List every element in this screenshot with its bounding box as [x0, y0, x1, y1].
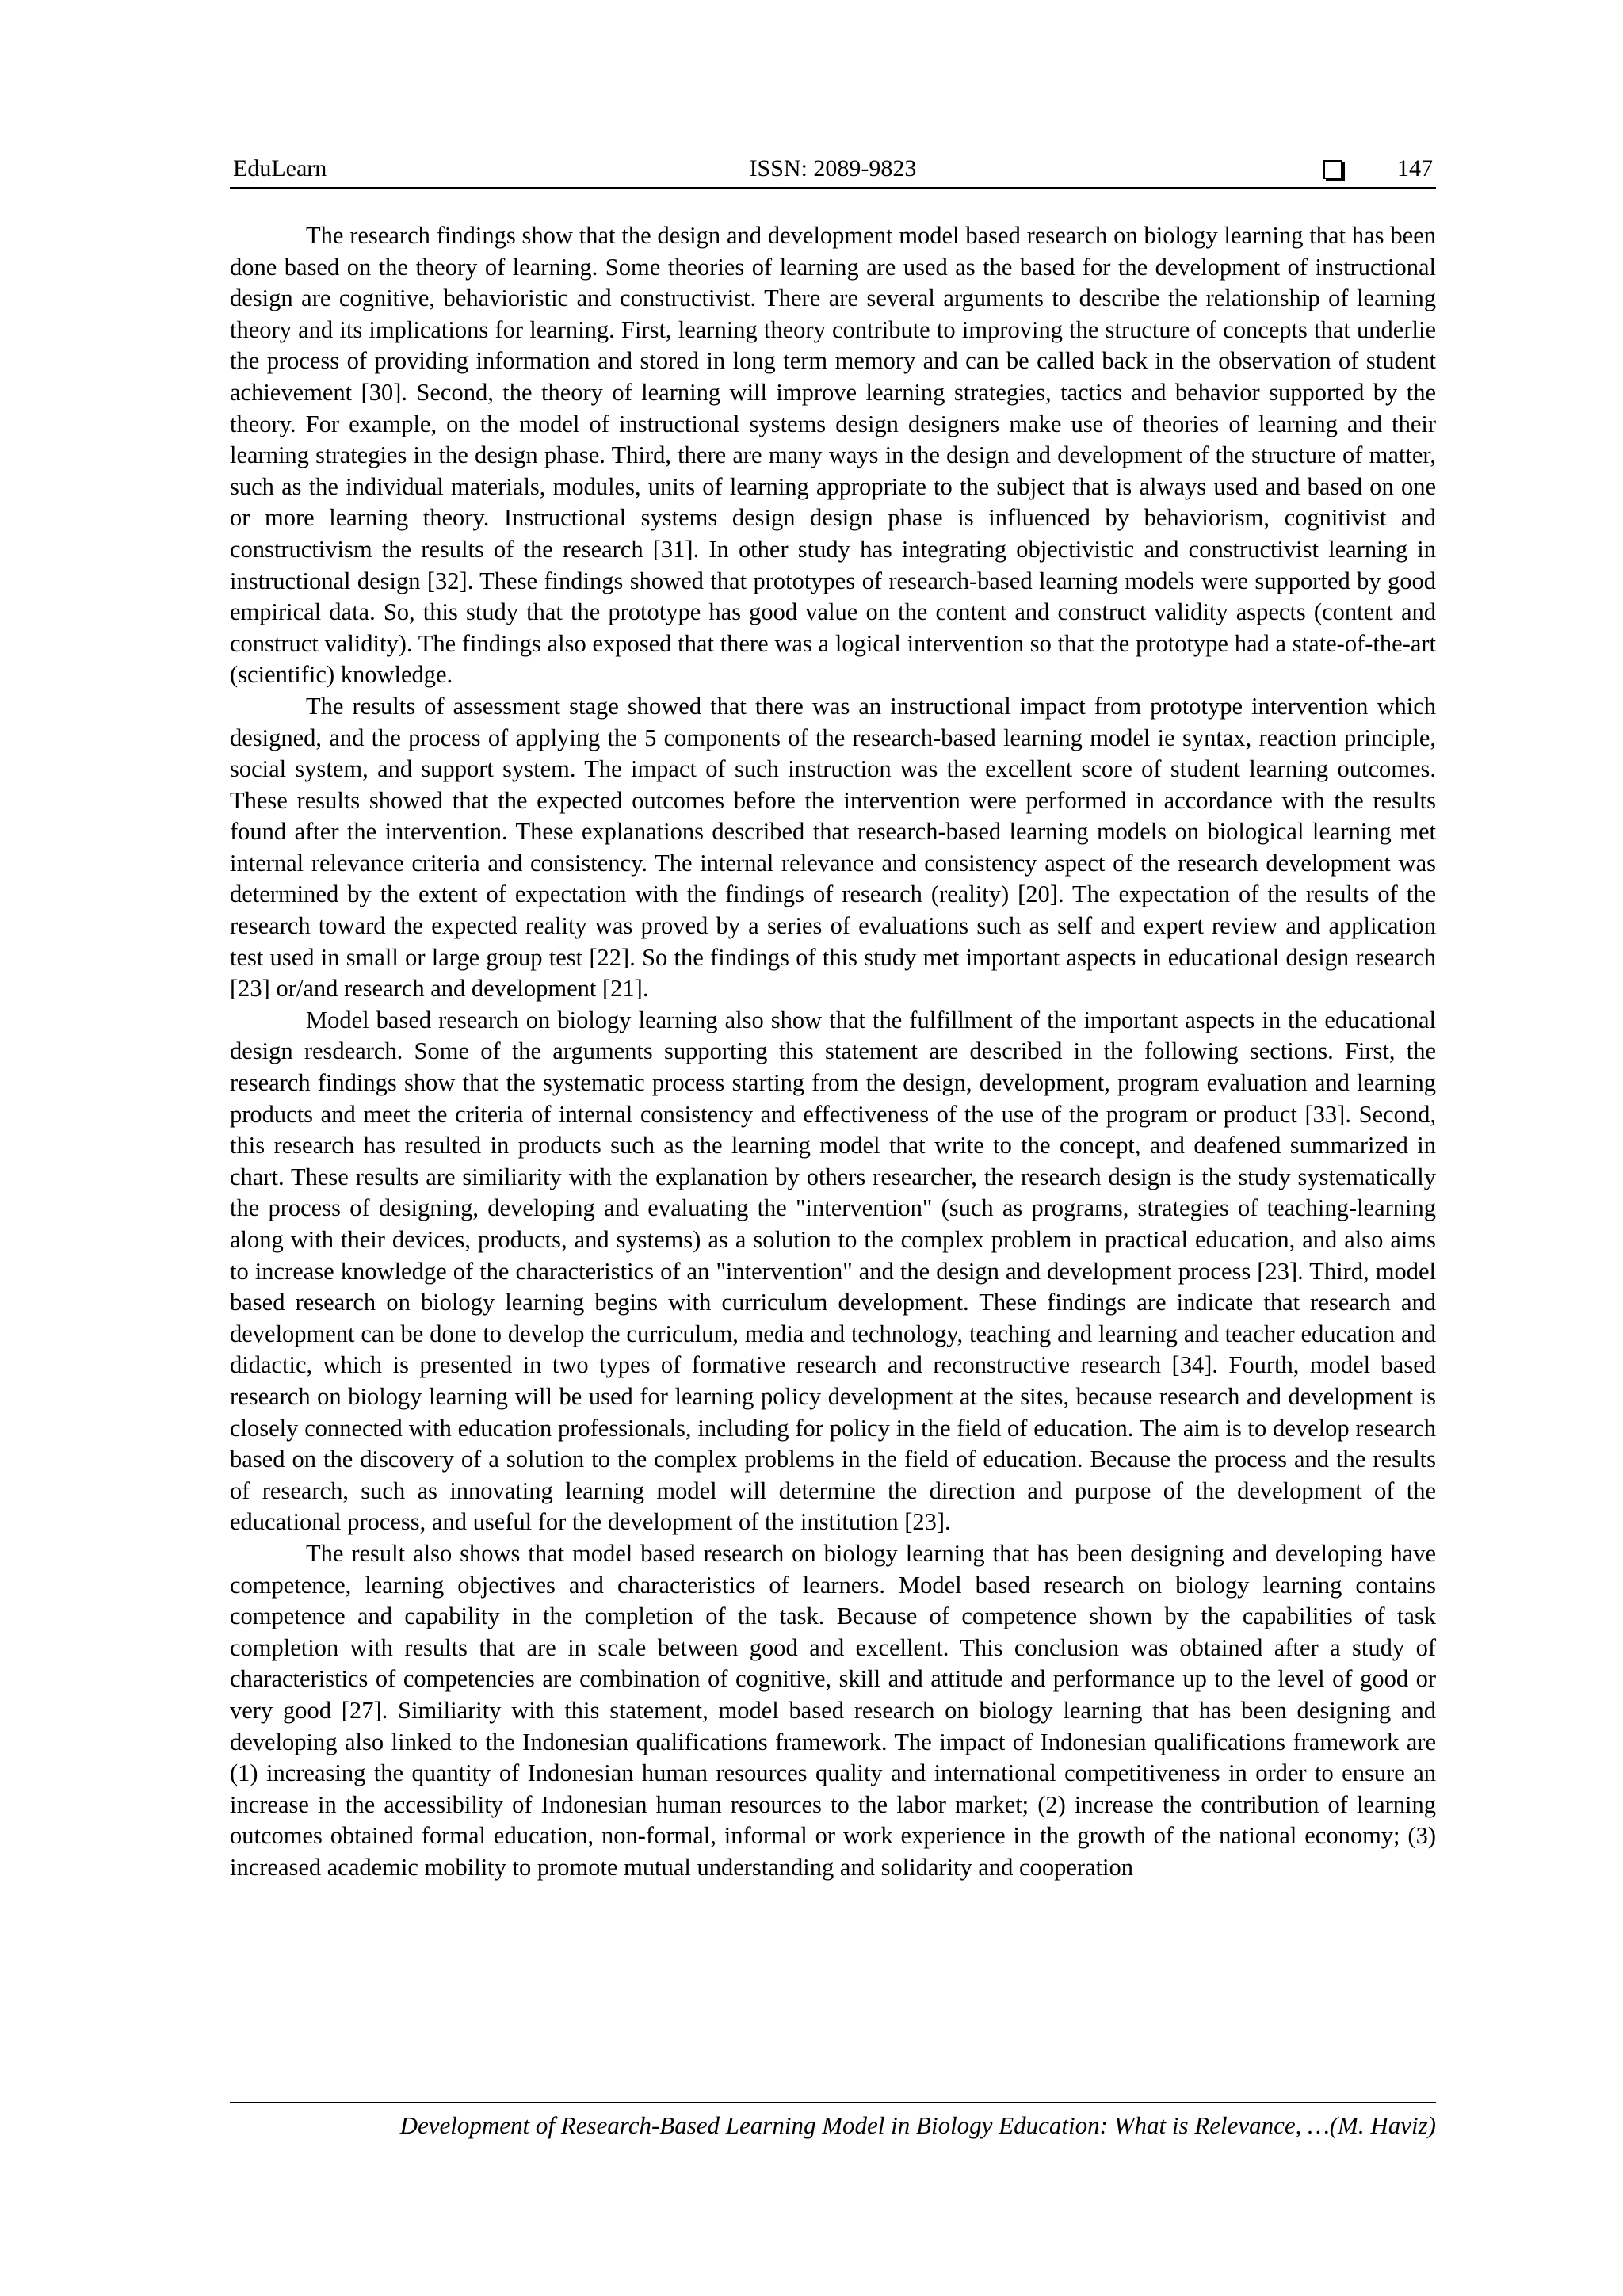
page-header — [230, 155, 1436, 189]
paragraph-3: Model based research on biology learning also show that the fulfillment of the important aspects in the educational design resdearch. Some of the arguments supporting this statement are described in the following sections. First, the research findings show that the systematic process starting from the design, development, program evaluation and learning products and meet the criteria of internal consistency and effectiveness of the use of the program or product [33]. Second, this research has resulted in products such as the learning model that write to the concept, and deafened summarized in chart. These results are similiarity with the explanation by others researcher, the research design is the study systematically the process of designing, developing and evaluating the "intervention" (such as programs, strategies of teaching-learning along with their devices, products, and systems) as a solution to the complex problem in practical education, and also aims to increase knowledge of the characteristics of an "intervention" and the design and development process [23]. Third, model based research on biology learning begins with curriculum development. These findings are indicate that research and development can be done to develop the curriculum, media and technology, teaching and learning and teacher education and didactic, which is presented in two types of formative research and reconstructive research [34]. Fourth, model based research on biology learning will be used for learning policy development at the sites, because research and development is closely connected with education professionals, including for policy in the field of education. The aim is to develop research based on the discovery of a solution to the complex problems in the field of education. Because the process and the results of research, such as innovating learning model will determine the direction and purpose of the development of the educational process, and useful for the development of the institution [23]. — [230, 1006, 1436, 1536]
paragraph-1: The research findings show that the design and development model based research on biology learning that has been done based on the theory of learning. Some theories of learning are used as the based for the development of instructional design are cognitive, behavioristic and constructivist. There are several arguments to describe the relationship of learning theory and its implications for learning. First, learning theory contribute to improving the structure of concepts that underlie the process of providing information and stored in long term memory and can be called back in the observation of student achievement [30]. Second, the theory of learning will improve learning strategies, tactics and behavior supported by the theory. For example, on the model of instructional systems design designers make use of theories of learning and their learning strategies in the design phase. Third, there are many ways in the design and development of the structure of matter, such as the individual materials, modules, units of learning appropriate to the subject that is always used and based on one or more learning theory. Instructional systems design design phase is influenced by behaviorism, cognitivist and constructivism the results of the research [31]. In other study has integrating objectivistic and constructivist learning in instructional design [32]. These findings showed that prototypes of research-based learning models were supported by good empirical data. So, this study that the prototype has good value on the content and construct validity aspects (content and construct validity). The findings also exposed that there was a logical intervention so that the prototype had a state-of-the-art (scientific) knowledge. — [230, 222, 1436, 689]
page-number: 147 — [1397, 155, 1433, 181]
running-title: Development of Research-Based Learning Model in Biology Education: What is Relevance, …(M. Haviz) — [399, 2111, 1436, 2139]
page-footer — [230, 2102, 1436, 2140]
issn: ISSN: 2089-9823 — [749, 155, 917, 181]
paragraph-2: The results of assessment stage showed that there was an instructional impact from prototype intervention which designed, and the process of applying the 5 components of the research-based learning model ie syntax, reaction principle, social system, and support system. The impact of such instruction was the excellent score of student learning outcomes. These results showed that the expected outcomes before the intervention were performed in accordance with the results found after the intervention. These explanations described that research-based learning models on biological learning met internal relevance criteria and consistency. The internal relevance and consistency aspect of the research development was determined by the extent of expectation with the findings of research (reality) [20]. The expectation of the results of the research toward the expected reality was proved by a series of evaluations such as self and expert review and application test used in small or large group test [22]. So the findings of this study met important aspects in educational design research [23] or/and research and development [21]. — [230, 692, 1436, 1003]
checkbox-square-icon — [1323, 160, 1342, 179]
body-text — [230, 220, 1436, 1883]
paragraph-4: The result also shows that model based research on biology learning that has been designing and developing have competence, learning objectives and characteristics of learners. Model based research on biology learning contains competence and capability in the completion of the task. Because of competence shown by the capabilities of task completion with results that are in scale between good and excellent. This conclusion was obtained after a study of characteristics of competencies are combination of cognitive, skill and attitude and performance up to the level of good or very good [27]. Similiarity with this statement, model based research on biology learning that has been designing and developing also linked to the Indonesian qualifications framework. The impact of Indonesian qualifications framework are (1) increasing the quantity of Indonesian human resources quality and international competitiveness in order to ensure an increase in the accessibility of Indonesian human resources to the labor market; (2) increase the contribution of learning outcomes obtained formal education, non-formal, informal or work experience in the growth of the national economy; (3) increased academic mobility to promote mutual understanding and solidarity and cooperation — [230, 1539, 1436, 1881]
journal-name: EduLearn — [233, 155, 327, 181]
